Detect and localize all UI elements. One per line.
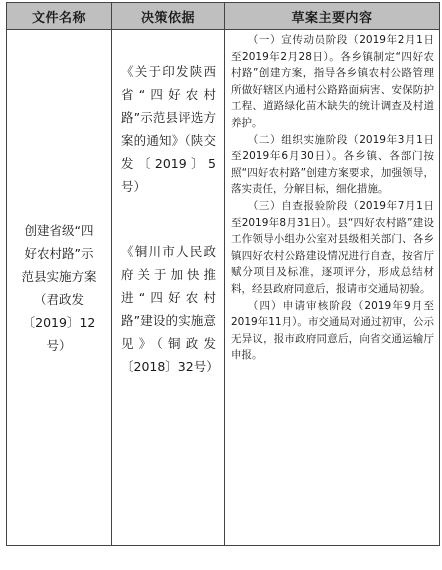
stage-2	[231, 132, 434, 198]
stage-4-body: 市交通局对通过初审，公示无异议，报市政府同意后，向省交通运输厅申报。	[231, 316, 434, 362]
basis-document-2: 《铜川市人民政府关于加快推进“四好农村路”建设的实施意见》（铜政发〔2018〕32号）	[121, 244, 219, 374]
stage-2-heading: （二）组织实施阶段（2019年3月1日至2019年6月30日）。	[231, 133, 434, 163]
stage-3-heading: （三）自查报验阶段（2019年7月1日至2019年8月31日）。	[231, 199, 434, 229]
decision-basis-cell	[112, 30, 225, 546]
stage-1-body: 各乡镇制定“四好农村路”创建方案，指导各乡镇农村公路管理所做好辖区内通村公路路面病害、安保防护工程、道路绿化苗木缺失的统计调查及村道养护。	[231, 50, 434, 129]
file-name-cell: 创建省级“四好农村路”示范县实施方案（君政发〔2019〕12号）	[7, 30, 112, 546]
stage-4-heading: （四）申请审核阶段（2019年9月至2019年11月）。	[231, 299, 434, 329]
header-file-name: 文件名称	[7, 3, 112, 30]
basis-document-1: 《关于印发陕西省“四好农村路”示范县评选方案的通知》（陕交发〔2019〕5号）	[121, 64, 216, 194]
stage-4	[231, 298, 434, 364]
stage-3	[231, 198, 434, 298]
stage-1	[231, 32, 434, 132]
header-main-content: 草案主要内容	[225, 3, 440, 30]
table-header-row	[7, 3, 440, 30]
header-decision-basis: 决策依据	[112, 3, 225, 30]
table-row	[7, 30, 440, 546]
policy-table	[6, 2, 440, 546]
stage-3-body: 县“四好农村路”建设工作领导小组办公室对县级相关部门、各乡镇四好农村公路建设情况进行自查，按省厅赋分项目及标准，逐项评分，形成总结材料，经县政府同意后，报请市交通局初验。	[231, 216, 434, 295]
main-content-cell	[225, 30, 440, 546]
stage-2-body: 各乡镇、各部门按照“四好农村路”创建方案要求，加强领导，落实责任，分解目标，细化措施。	[231, 150, 435, 196]
stage-1-heading: （一）宣传动员阶段（2019年2月1日至2019年2月28日）。	[231, 34, 434, 63]
